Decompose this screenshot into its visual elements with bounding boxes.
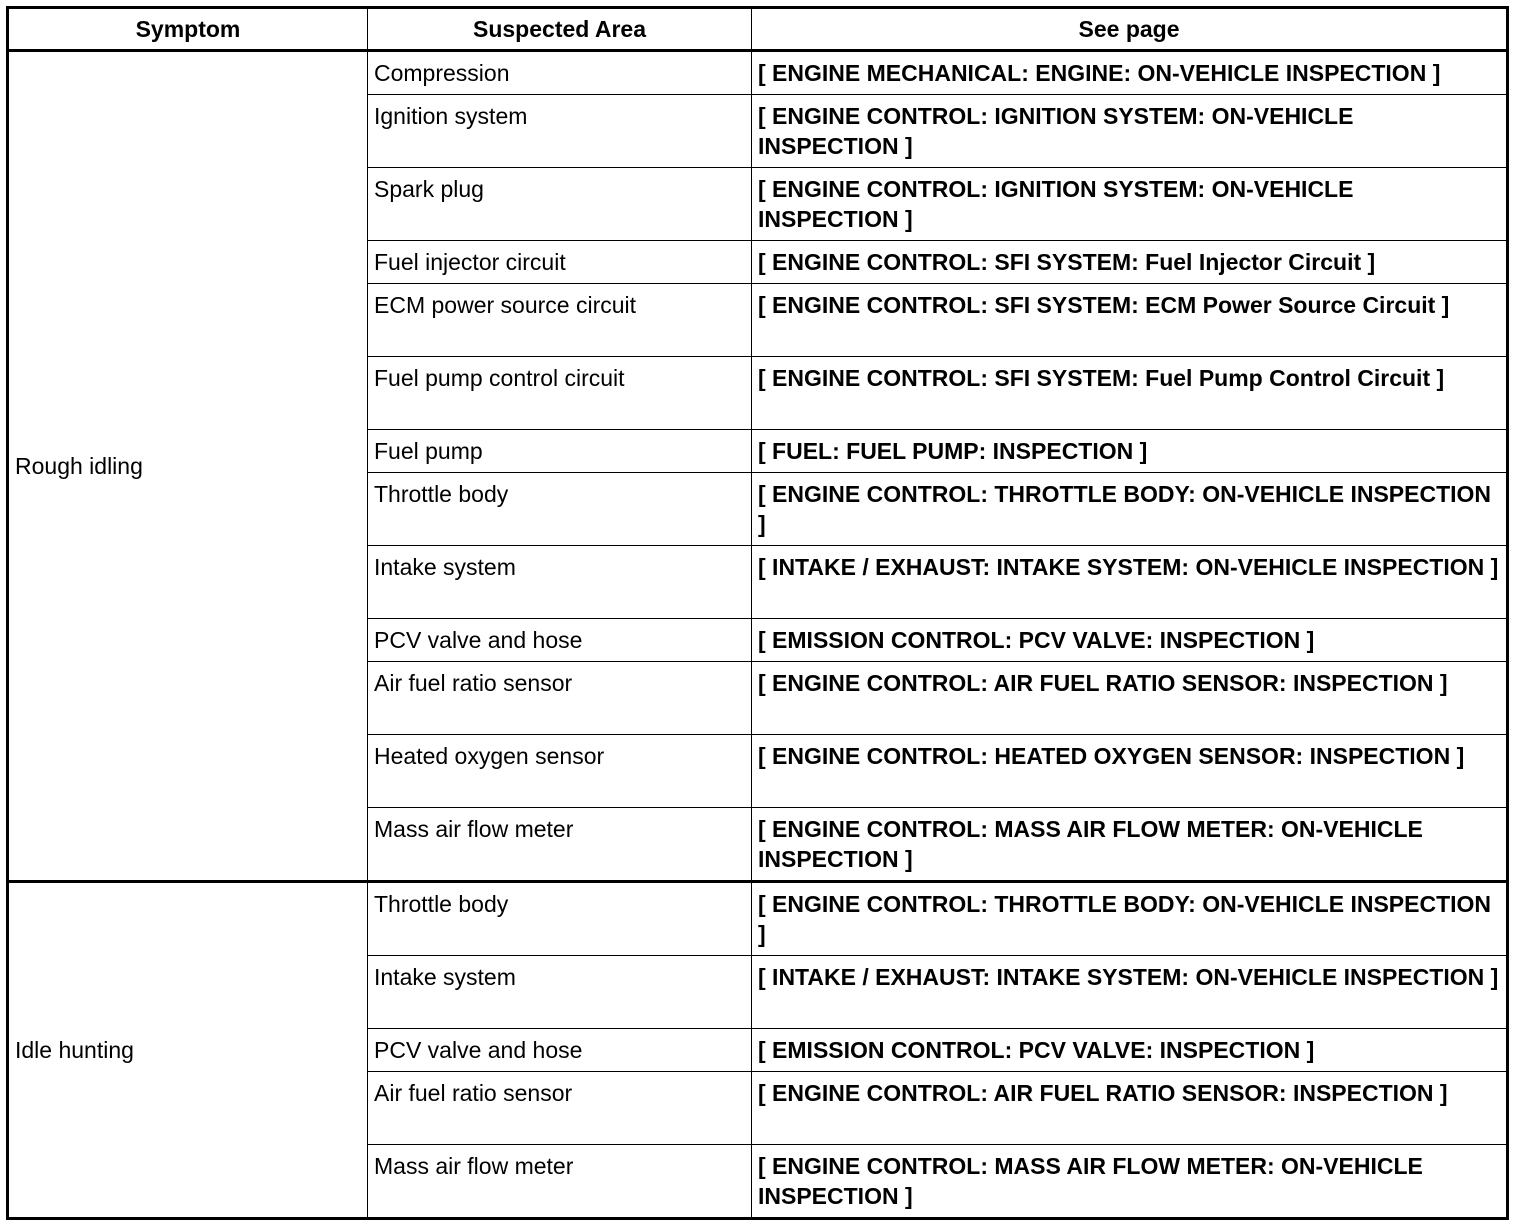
suspected-area-cell: Mass air flow meter — [368, 1145, 752, 1219]
symptom-cell: Rough idling — [8, 51, 368, 882]
suspected-area-cell: Heated oxygen sensor — [368, 735, 752, 808]
see-page-cell: [ ENGINE CONTROL: SFI SYSTEM: ECM Power Source Circuit ] — [752, 284, 1508, 357]
see-page-cell: [ INTAKE / EXHAUST: INTAKE SYSTEM: ON-VEHICLE INSPECTION ] — [752, 956, 1508, 1029]
see-page-cell: [ ENGINE CONTROL: SFI SYSTEM: Fuel Injector Circuit ] — [752, 241, 1508, 284]
suspected-area-cell: Air fuel ratio sensor — [368, 662, 752, 735]
see-page-cell: [ ENGINE CONTROL: IGNITION SYSTEM: ON-VEHICLE INSPECTION ] — [752, 95, 1508, 168]
suspected-area-cell: Air fuel ratio sensor — [368, 1072, 752, 1145]
suspected-area-cell: Throttle body — [368, 473, 752, 546]
see-page-cell: [ ENGINE CONTROL: THROTTLE BODY: ON-VEHICLE INSPECTION ] — [752, 473, 1508, 546]
suspected-area-cell: Intake system — [368, 956, 752, 1029]
see-page-cell: [ EMISSION CONTROL: PCV VALVE: INSPECTION ] — [752, 619, 1508, 662]
see-page-cell: [ ENGINE CONTROL: MASS AIR FLOW METER: ON-VEHICLE INSPECTION ] — [752, 1145, 1508, 1219]
see-page-cell: [ ENGINE CONTROL: HEATED OXYGEN SENSOR: INSPECTION ] — [752, 735, 1508, 808]
suspected-area-cell: Fuel injector circuit — [368, 241, 752, 284]
header-suspected-area: Suspected Area — [368, 8, 752, 51]
see-page-cell: [ ENGINE CONTROL: THROTTLE BODY: ON-VEHICLE INSPECTION ] — [752, 882, 1508, 956]
header-row — [8, 8, 1508, 51]
suspected-area-cell: Spark plug — [368, 168, 752, 241]
see-page-cell: [ INTAKE / EXHAUST: INTAKE SYSTEM: ON-VEHICLE INSPECTION ] — [752, 546, 1508, 619]
see-page-cell: [ ENGINE CONTROL: SFI SYSTEM: Fuel Pump Control Circuit ] — [752, 357, 1508, 430]
see-page-cell: [ ENGINE CONTROL: IGNITION SYSTEM: ON-VEHICLE INSPECTION ] — [752, 168, 1508, 241]
diagnosis-table — [6, 6, 1509, 1220]
suspected-area-cell: PCV valve and hose — [368, 1029, 752, 1072]
see-page-cell: [ EMISSION CONTROL: PCV VALVE: INSPECTION ] — [752, 1029, 1508, 1072]
suspected-area-cell: Mass air flow meter — [368, 808, 752, 882]
suspected-area-cell: Compression — [368, 51, 752, 95]
see-page-cell: [ ENGINE CONTROL: AIR FUEL RATIO SENSOR: INSPECTION ] — [752, 1072, 1508, 1145]
suspected-area-cell: Throttle body — [368, 882, 752, 956]
see-page-cell: [ ENGINE MECHANICAL: ENGINE: ON-VEHICLE INSPECTION ] — [752, 51, 1508, 95]
suspected-area-cell: Fuel pump — [368, 430, 752, 473]
header-symptom: Symptom — [8, 8, 368, 51]
see-page-cell: [ FUEL: FUEL PUMP: INSPECTION ] — [752, 430, 1508, 473]
see-page-cell: [ ENGINE CONTROL: MASS AIR FLOW METER: ON-VEHICLE INSPECTION ] — [752, 808, 1508, 882]
symptom-cell: Idle hunting — [8, 882, 368, 1219]
suspected-area-cell: Ignition system — [368, 95, 752, 168]
header-see-page: See page — [752, 8, 1508, 51]
suspected-area-cell: PCV valve and hose — [368, 619, 752, 662]
table-row — [8, 51, 1508, 95]
see-page-cell: [ ENGINE CONTROL: AIR FUEL RATIO SENSOR: INSPECTION ] — [752, 662, 1508, 735]
table-row — [8, 882, 1508, 956]
suspected-area-cell: Intake system — [368, 546, 752, 619]
suspected-area-cell: ECM power source circuit — [368, 284, 752, 357]
suspected-area-cell: Fuel pump control circuit — [368, 357, 752, 430]
